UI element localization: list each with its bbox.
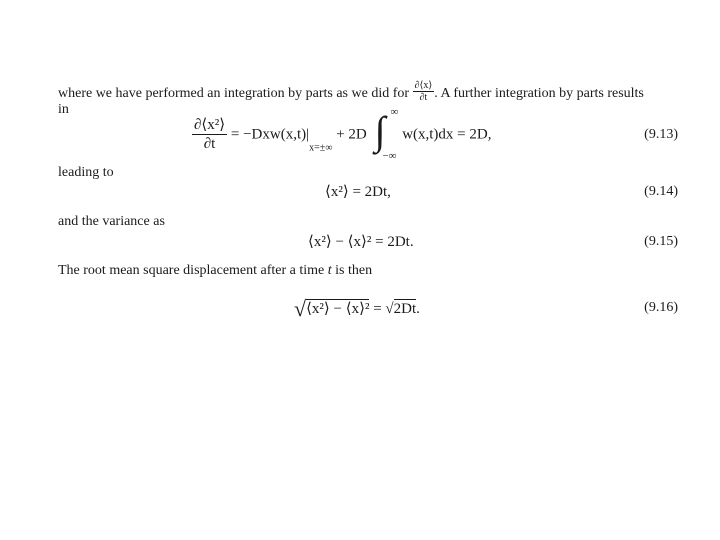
eq916-radicand: ⟨x²⟩ − ⟨x⟩²: [306, 301, 370, 317]
integral-symbol: ∫ ∞ −∞: [374, 106, 399, 162]
equation-9-14: ⟨x²⟩ = 2Dt,: [325, 184, 391, 200]
rms-time-variable: t: [327, 263, 332, 278]
equation-number-9-14: (9.14): [644, 184, 678, 199]
equation-9-16: [294, 296, 420, 322]
paragraph-text-after: . A further integration by parts results: [434, 86, 644, 102]
sqrt-symbol: √: [294, 296, 307, 321]
rms-text-after: is then: [335, 263, 373, 278]
eq913-lhs-numerator: ∂⟨x²⟩: [194, 117, 226, 134]
inline-frac-denominator: ∂t: [419, 92, 428, 103]
equation-number-9-13: (9.13): [644, 127, 678, 142]
eq913-integrand: w(x,t)dx = 2D,: [402, 126, 492, 143]
eq913-term1-sub: x=±∞: [309, 142, 333, 154]
equation-9-13: [192, 106, 492, 162]
eq913-term1: = −Dxw(x,t)|: [230, 126, 310, 143]
equation-number-9-16: (9.16): [644, 300, 678, 315]
rms-text-before: The root mean square displacement after a time: [58, 263, 325, 278]
paragraph-integration-by-parts: [58, 82, 644, 106]
eq916-rhs-radicand: 2Dt: [393, 301, 417, 317]
inline-derivative-fraction: [413, 80, 435, 104]
paragraph-text-before: where we have performed an integration by parts as we did for: [58, 86, 410, 102]
equation-number-9-15: (9.15): [644, 234, 678, 249]
text-leading-to: leading to: [58, 165, 114, 180]
text-variance: and the variance as: [58, 214, 165, 229]
eq913-plus-2d: + 2D: [336, 126, 367, 143]
inline-frac-numerator: ∂⟨x⟩: [414, 80, 433, 91]
eq916-rhs-prefix: = √: [373, 301, 394, 317]
paragraph-line-2: in: [58, 102, 69, 117]
eq913-lhs-denominator: ∂t: [203, 135, 216, 152]
eq913-lhs-fraction: [192, 117, 227, 153]
integral-upper-limit: ∞: [390, 106, 399, 118]
equation-9-15: ⟨x²⟩ − ⟨x⟩² = 2Dt.: [308, 234, 414, 250]
integral-lower-limit: −∞: [382, 150, 397, 162]
text-rms-displacement: [58, 262, 372, 280]
eq916-rhs-suffix: .: [416, 301, 420, 317]
